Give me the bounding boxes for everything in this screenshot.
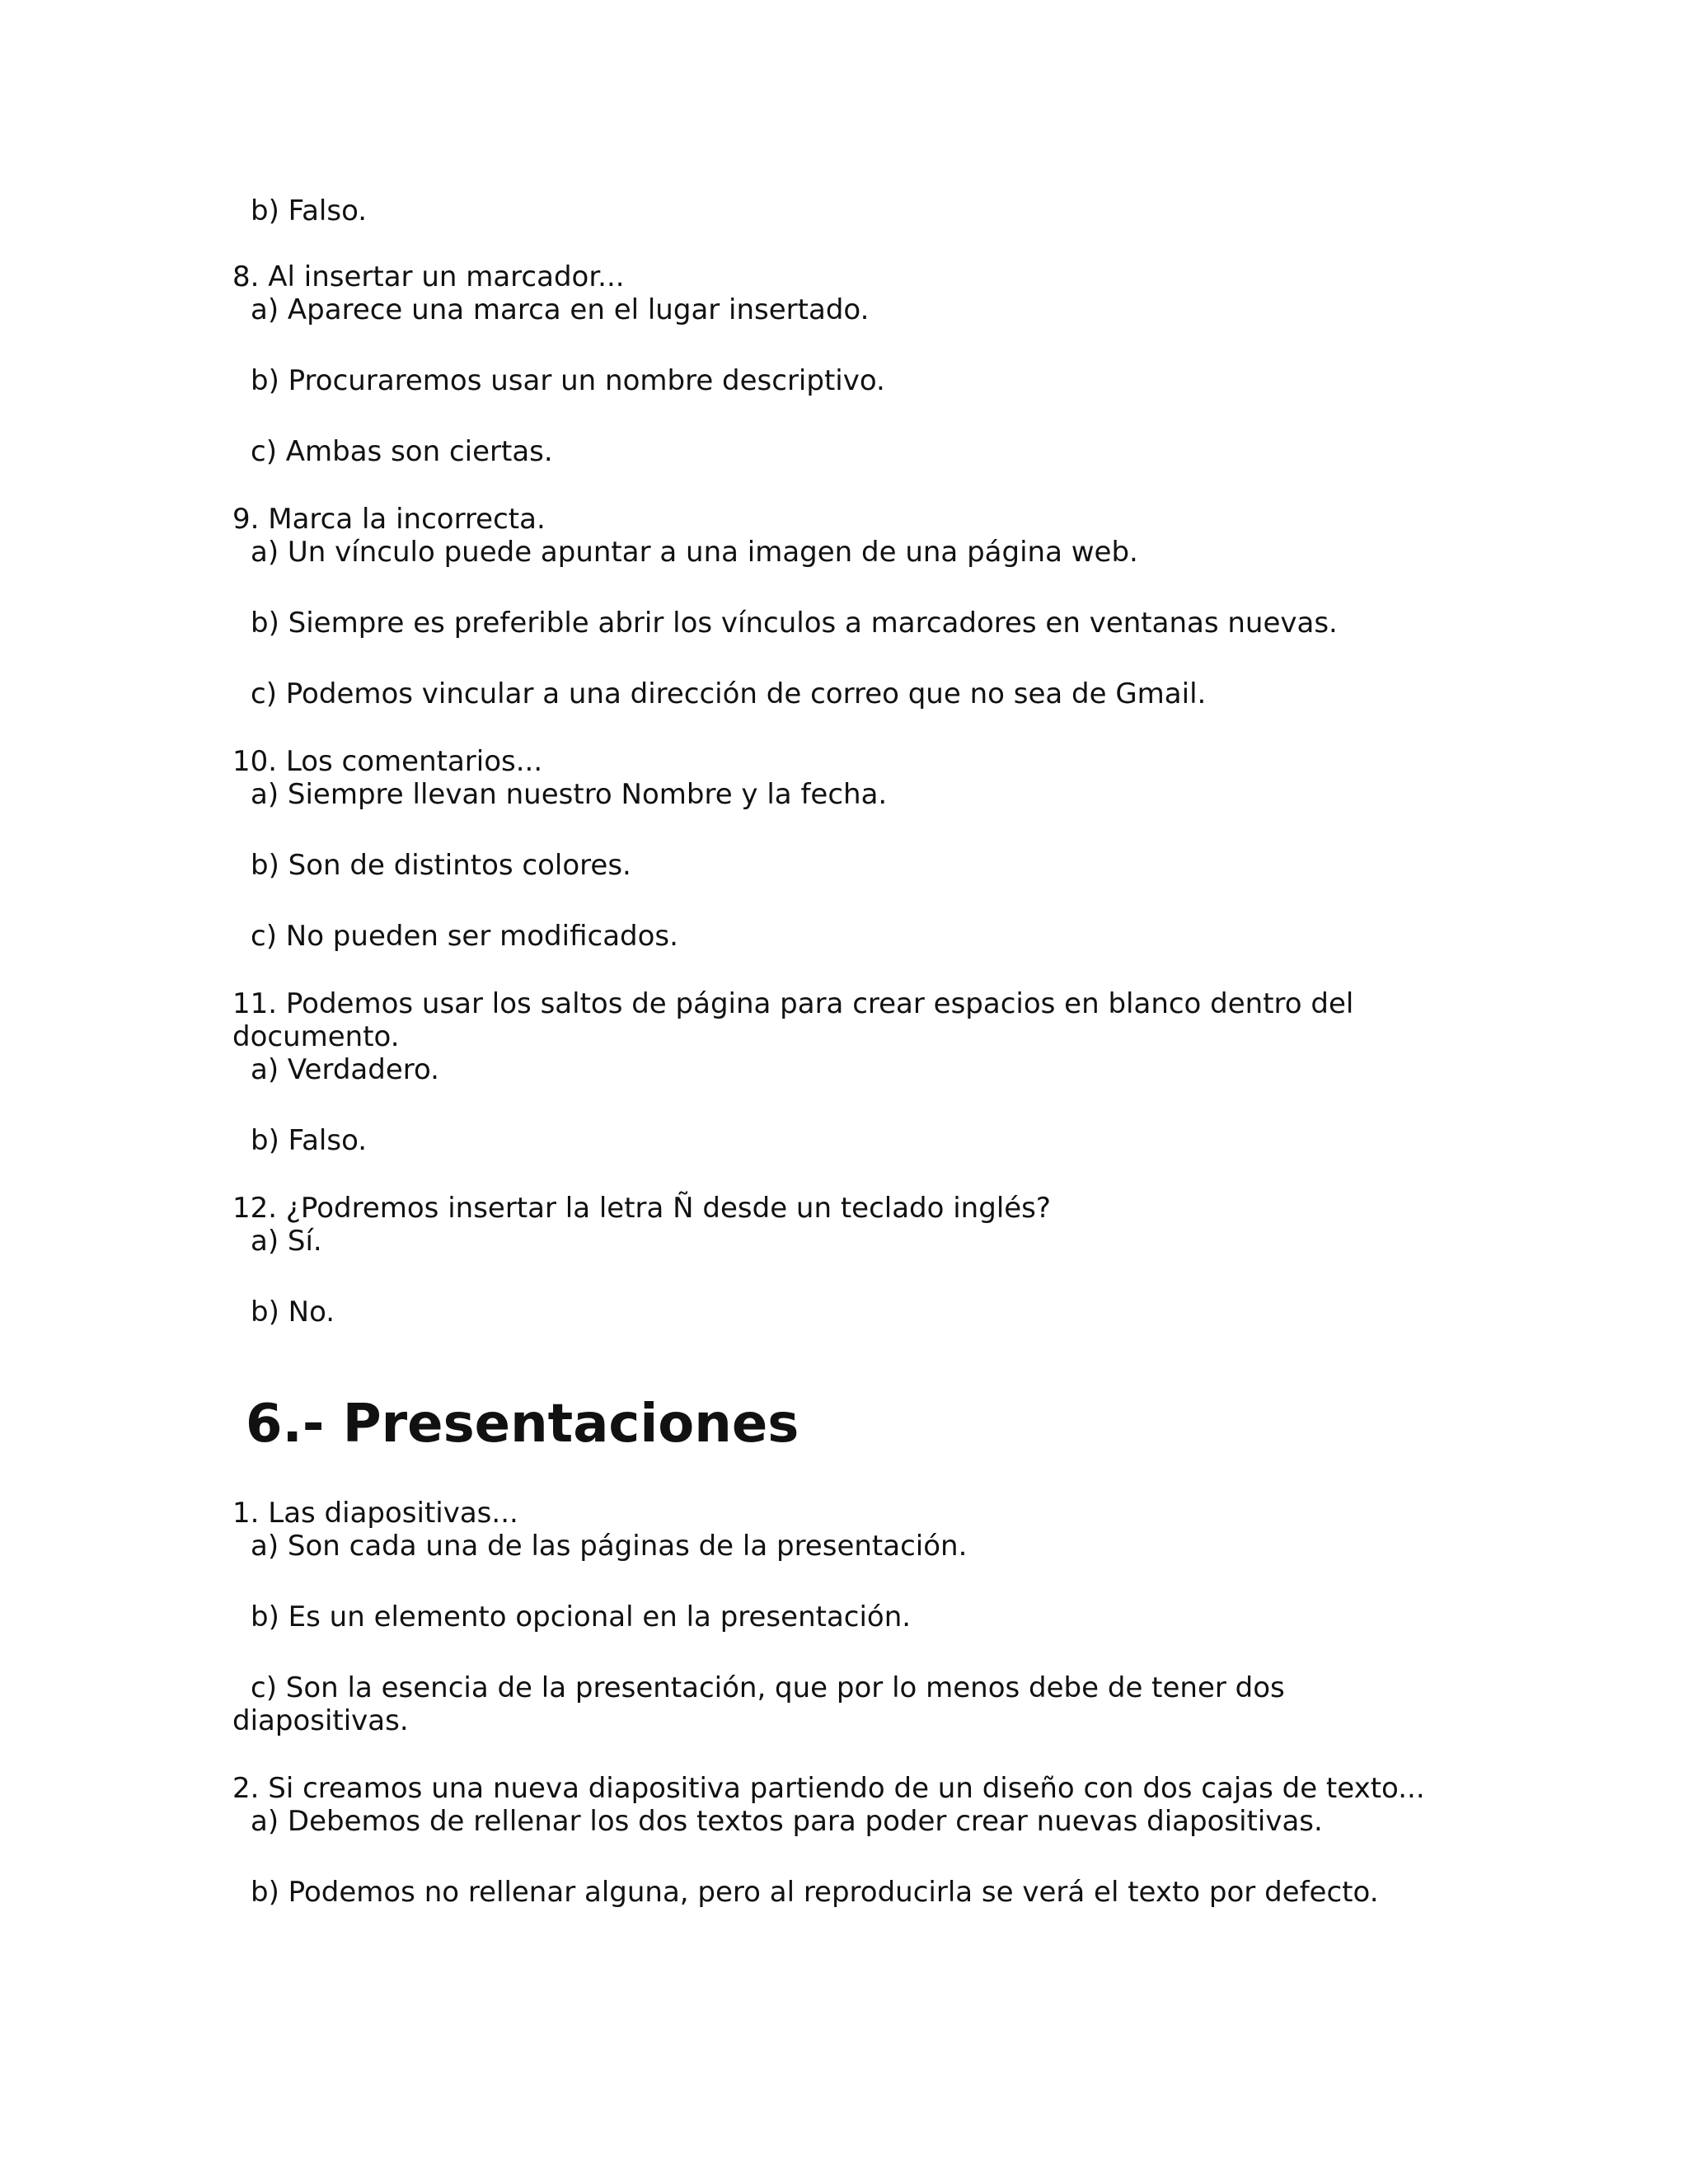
- s6-q1-option-b: b) Es un elemento opcional en la presentación.: [251, 1601, 912, 1633]
- q12-option-b: b) No.: [251, 1296, 335, 1329]
- q8-option-a: a) Aparece una marca en el lugar insertado.: [251, 293, 870, 326]
- q10-option-a: a) Siempre llevan nuestro Nombre y la fecha.: [251, 778, 888, 811]
- q11-question-line2: documento.: [232, 1020, 400, 1053]
- q10-option-c: c) No pueden ser modificados.: [251, 920, 678, 953]
- q9-option-a: a) Un vínculo puede apuntar a una imagen de una página web.: [251, 536, 1138, 569]
- q8-option-c: c) Ambas son ciertas.: [251, 435, 553, 468]
- q11-question-line1: 11. Podemos usar los saltos de página para crear espacios en blanco dentro del: [232, 987, 1354, 1020]
- q12-question: 12. ¿Podremos insertar la letra Ñ desde un teclado inglés?: [232, 1192, 1051, 1225]
- s6-q2-option-a: a) Debemos de rellenar los dos textos para poder crear nuevas diapositivas.: [251, 1805, 1323, 1838]
- q10-question: 10. Los comentarios...: [232, 745, 543, 778]
- s6-q1-option-c-line1: c) Son la esencia de la presentación, que por lo menos debe de tener dos: [251, 1671, 1285, 1704]
- q8-option-b: b) Procuraremos usar un nombre descriptivo.: [251, 364, 885, 397]
- q9-question: 9. Marca la incorrecta.: [232, 503, 546, 536]
- q7-option-b: b) Falso.: [251, 194, 368, 227]
- q8-question: 8. Al insertar un marcador...: [232, 260, 625, 293]
- s6-q2-option-b: b) Podemos no rellenar alguna, pero al reproducirla se verá el texto por defecto.: [251, 1876, 1379, 1909]
- s6-q1-option-a: a) Son cada una de las páginas de la presentación.: [251, 1530, 968, 1563]
- q11-option-a: a) Verdadero.: [251, 1053, 439, 1086]
- section-heading: 6.- Presentaciones: [246, 1394, 799, 1455]
- q12-option-a: a) Sí.: [251, 1225, 322, 1258]
- q9-option-b: b) Siempre es preferible abrir los vínculos a marcadores en ventanas nuevas.: [251, 607, 1338, 640]
- s6-q2-question: 2. Si creamos una nueva diapositiva partiendo de un diseño con dos cajas de texto...: [232, 1772, 1425, 1805]
- s6-q1-question: 1. Las diapositivas...: [232, 1497, 518, 1530]
- s6-q1-option-c-line2: diapositivas.: [232, 1704, 409, 1737]
- q10-option-b: b) Son de distintos colores.: [251, 849, 631, 882]
- q9-option-c: c) Podemos vincular a una dirección de correo que no sea de Gmail.: [251, 677, 1207, 710]
- q11-option-b: b) Falso.: [251, 1124, 368, 1157]
